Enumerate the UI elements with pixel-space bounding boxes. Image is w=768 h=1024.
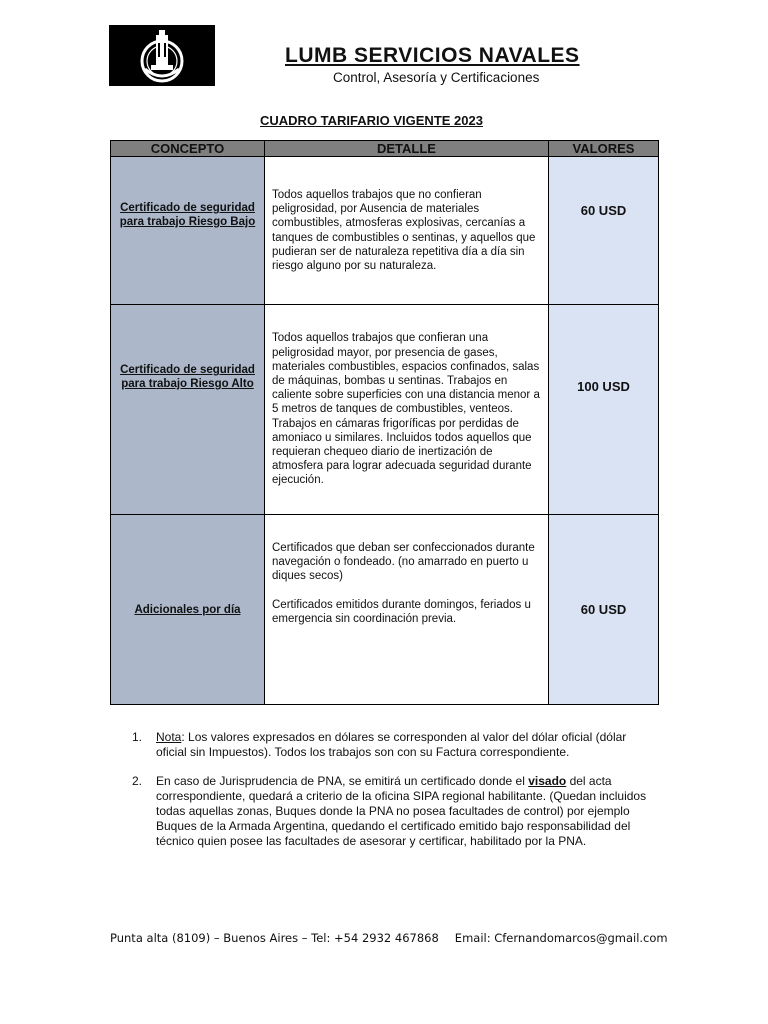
- concept-cell: [111, 305, 265, 515]
- value-text: 100 USD: [577, 379, 630, 394]
- note-text: En caso de Jurisprudencia de PNA, se emitirá un certificado donde el: [156, 774, 529, 788]
- note-number: 1.: [132, 730, 143, 744]
- note-emphasis: visado: [528, 774, 567, 788]
- concept-text: Certificado de seguridad para trabajo Riesgo Alto: [120, 364, 255, 390]
- table-header-row: [111, 141, 659, 157]
- value-cell: [549, 305, 659, 515]
- table-row: [111, 157, 659, 305]
- detail-text: Todos aquellos trabajos que no confieran peligrosidad, por Ausencia de materiales combustibles, atmosferas explosivas, cercanías a tanques de combustibles o sentinas, y aquellos que pudieran ser de naturaleza repetitiva día a día sin riesgo alguno por su naturaleza.: [272, 188, 536, 272]
- concept-text: Adicionales por día: [134, 603, 241, 616]
- footer-email: Email: Cfernandomarcos@gmail.com: [454, 931, 668, 945]
- concept-text: Certificado de seguridad para trabajo Riesgo Bajo: [119, 202, 256, 228]
- table-row: [111, 305, 659, 515]
- header-detalle: DETALLE: [265, 141, 549, 157]
- note-body: [156, 774, 657, 849]
- detail-cell: [265, 515, 549, 705]
- rates-table: [110, 140, 659, 705]
- notes-list: [132, 730, 657, 863]
- header-concepto: CONCEPTO: [111, 141, 265, 157]
- company-name: LUMB SERVICIOS NAVALES: [285, 44, 580, 67]
- note-label: Nota: [156, 730, 182, 744]
- value-cell: [549, 515, 659, 705]
- detail-text: Certificados emitidos durante domingos, feriados u emergencia sin coordinación previa.: [272, 598, 531, 625]
- note-text: : Los valores expresados en dólares se corresponden al valor del dólar oficial (dólar oficial sin Impuestos). Todos los trabajos son con su Factura correspondiente.: [156, 730, 627, 759]
- ship-emblem-icon: [109, 25, 215, 86]
- value-cell: [549, 157, 659, 305]
- value-text: 60 USD: [580, 602, 627, 617]
- concept-cell: [111, 157, 265, 305]
- concept-cell: [111, 515, 265, 705]
- note-item: [132, 730, 657, 760]
- company-subtitle: Control, Asesoría y Certificaciones: [333, 70, 540, 85]
- note-number: 2.: [132, 774, 143, 788]
- footer: [110, 931, 668, 945]
- detail-text: Certificados que deban ser confeccionados durante navegación o fondeado. (no amarrado en puerto u diques secos): [272, 542, 535, 583]
- note-body: [156, 730, 657, 760]
- table-row: [111, 515, 659, 705]
- note-text: del acta correspondiente, quedará a criterio de la oficina SIPA regional habilitante. (Quedan incluidos todas aquellas zonas, Buques donde la PNA no posea facultades de control) por ejemplo Buques de la Armada Argentina, quedando el certificado emitido bajo responsabilidad del técnico quien posee las facultades de asesorar y certificar, habilitado por la PNA.: [156, 774, 647, 848]
- detail-cell: [265, 157, 549, 305]
- note-item: [132, 774, 657, 849]
- header-valores: VALORES: [549, 141, 659, 157]
- company-logo: [109, 25, 215, 86]
- value-text: 60 USD: [580, 203, 627, 218]
- detail-cell: [265, 305, 549, 515]
- footer-address: Punta alta (8109) – Buenos Aires – Tel: +54 2932 467868: [110, 931, 439, 945]
- detail-text: Todos aquellos trabajos que confieran una peligrosidad mayor, por presencia de gases, materiales combustibles, espacios confinados, salas de máquinas, bombas u sentinas. Trabajos en caliente sobre superficies con una distancia menor a 5 metros de tanques de combustibles, venteos. Trabajos en cámaras frigoríficas por perdidas de amoniaco u similares. Incluidos todos aquellos que requieran chequeo diario de inertización de atmosfera para lograr adecuada seguridad durante ejecución.: [272, 332, 540, 487]
- table-title: CUADRO TARIFARIO VIGENTE 2023: [260, 113, 483, 128]
